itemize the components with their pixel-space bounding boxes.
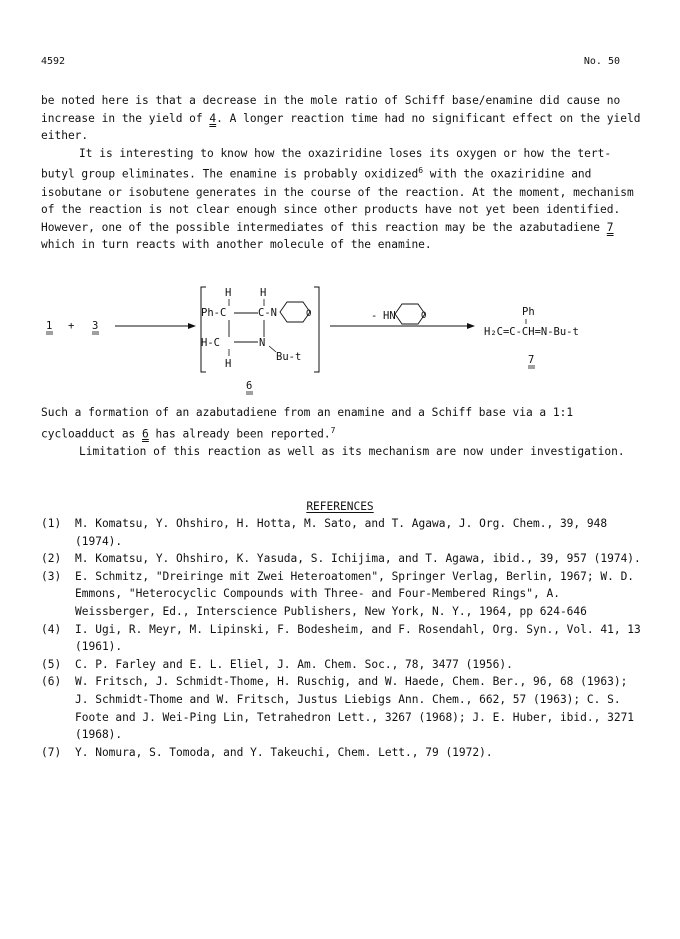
product-phenyl: Ph [522, 306, 535, 318]
body-text-top [41, 92, 641, 254]
h-top-right: H [260, 287, 267, 299]
ring-oxygen: O [306, 309, 312, 319]
citation-sup: 6 [418, 166, 424, 176]
body-text-bottom [41, 404, 641, 461]
reference-text: M. Komatsu, Y. Ohshiro, H. Hotta, M. Sato, and T. Agawa, J. Org. Chem., 39, 948 (1974). [75, 517, 608, 548]
reference-number: (1) [41, 517, 62, 530]
reference-text: W. Fritsch, J. Schmidt-Thome, H. Ruschig, and W. Haede, Chem. Ber., 96, 68 (1963); J. Schmidt-Thome and W. Fritsch, Justus Liebigs Ann. Chem., 662, 57 (1963); C. S. Foote and J. Wei-Ping Lin, Tetrahedron Lett., 3267 (1968); J. E. Huber, ibid., 3271 (1968). [75, 675, 635, 742]
h-c-atom: H-C [201, 337, 220, 349]
issue-number: No. 50 [583, 56, 620, 67]
reference-number: (3) [41, 569, 62, 583]
reactant-1-label: 1 [46, 320, 53, 332]
reaction-scheme [40, 282, 640, 397]
citation-sup: 7 [330, 425, 336, 435]
hn-label: HN [383, 310, 396, 322]
references-list [41, 515, 641, 761]
reference-text: E. Schmitz, "Dreiringe mit Zwei Heteroatomen", Springer Verlag, Berlin, 1967; W. D. Emmons, "Heterocyclic Compounds with Three- and Four-Membered Rings", A. Weissberger, Ed., Interscience Publishers, New York, N. Y., 1964, pp 624-646 [75, 569, 635, 618]
reactant-2-label: 3 [92, 320, 99, 332]
references-heading: REFERENCES [306, 500, 374, 513]
reference-item [41, 656, 641, 674]
reference-text: M. Komatsu, Y. Ohshiro, K. Yasuda, S. Ichijima, and T. Agawa, ibid., 39, 957 (1974). [75, 552, 641, 566]
reference-item [41, 621, 641, 656]
reference-item [41, 515, 641, 550]
paragraph-1: be noted here is that a decrease in the mole ratio of Schiff base/enamine did cause no increase in the yield of 4. A longer reaction time had no significant effect on the yield either. [41, 94, 641, 143]
tert-butyl: Bu-t [276, 351, 302, 363]
ring-oxygen-2: O [421, 311, 427, 321]
reference-number: (4) [41, 622, 62, 636]
reference-text: C. P. Farley and E. L. Eliel, J. Am. Chem. Soc., 78, 3477 (1956). [75, 657, 513, 671]
compound-ref: 7 [606, 220, 614, 234]
c-n-atom: C-N [258, 307, 277, 319]
h-bottom: H [225, 358, 232, 370]
left-bracket [201, 287, 206, 372]
reference-text: Y. Nomura, S. Tomoda, and Y. Takeuchi, Chem. Lett., 79 (1972). [75, 745, 493, 759]
compound-ref: 6 [142, 427, 149, 441]
paragraph-3: Such a formation of an azabutadiene from an enamine and a Schiff base via a 1:1 cycloadduct as 6 has already been reported.$^7$ [41, 406, 574, 441]
adduct-label: 6 [246, 380, 253, 392]
plus-sign: + [68, 320, 75, 332]
reference-number: (5) [41, 657, 62, 671]
minus-sign: - [371, 310, 378, 322]
product-formula: H₂C=C-CH=N-Bu-t [484, 326, 579, 338]
reference-item [41, 568, 641, 621]
paragraph-4: Limitation of this reaction as well as its mechanism are now under investigation. [79, 444, 625, 458]
product-label: 7 [528, 354, 535, 366]
reference-number: (2) [41, 552, 62, 566]
ph-c-atom: Ph-C [201, 307, 227, 319]
reference-number: (7) [41, 745, 62, 759]
reference-item [41, 550, 641, 568]
h-top-left: H [225, 287, 232, 299]
reference-number: (6) [41, 675, 62, 689]
right-bracket [314, 287, 319, 372]
n-atom: N [259, 337, 266, 349]
page-number: 4592 [41, 56, 66, 67]
compound-ref: 4 [209, 111, 217, 125]
reference-item [41, 744, 641, 762]
reference-text: I. Ugi, R. Meyr, M. Lipinski, F. Bodesheim, and F. Rosendahl, Org. Syn., Vol. 41, 13 (1961). [75, 622, 641, 654]
paragraph-2: It is interesting to know how the oxaziridine loses its oxygen or how the tert-butyl group eliminates. The enamine is probably oxidized$^6$ with the oxaziridine and isobutane or isobutene generates in the course of the reaction. At the moment, mechanism of the reaction is not clear enough since other products have not yet been identified. However, one of the possible intermediates of this reaction may be the azabutadiene 7 which in turn reacts with another molecule of the enamine. [41, 146, 634, 252]
reference-item [41, 673, 641, 743]
